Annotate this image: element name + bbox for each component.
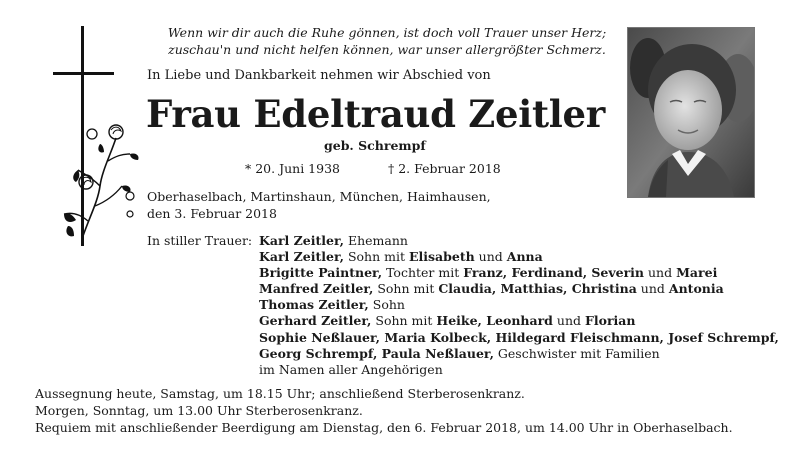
mourners-intro: In stiller Trauer:	[147, 233, 253, 248]
mourner-relation: Sohn	[368, 297, 405, 313]
mourner-relation: und	[474, 249, 507, 265]
mourner-name: Sophie Neßlauer, Maria Kolbeck, Hildegard Fleischmann, Josef Schrempf,	[259, 329, 779, 345]
mourner-line	[259, 233, 779, 249]
birth-name: geb. Schrempf	[324, 138, 426, 153]
mourner-name: Karl Zeitler,	[259, 249, 344, 265]
death-date: † 2. Februar 2018	[387, 161, 501, 176]
mourner-relation: Sohn mit	[343, 249, 409, 265]
mourner-name: Franz, Ferdinand, Severin	[463, 265, 645, 281]
places-line: Oberhaselbach, Martinshaun, München, Haimhausen,	[147, 189, 491, 204]
deceased-name: Frau Edeltraud Zeitler	[146, 92, 605, 136]
mourner-line	[259, 297, 779, 313]
mourner-relation: im Namen aller Angehörigen	[259, 361, 443, 377]
mourner-line	[259, 249, 779, 265]
verse	[152, 24, 622, 58]
mourner-line	[259, 313, 779, 329]
mourner-name: Brigitte Paintner,	[259, 265, 383, 281]
mourner-line	[259, 362, 779, 378]
mourner-relation: und	[644, 265, 677, 281]
mourner-name: Gerhard Zeitler,	[259, 313, 372, 329]
service-details	[35, 385, 733, 436]
portrait-image	[628, 28, 754, 197]
service-line: Requiem mit anschließender Beerdigung am Dienstag, den 6. Februar 2018, um 14.00 Uhr in Oberhaselbach.	[35, 420, 733, 435]
portrait-photo	[627, 27, 755, 198]
mourner-line	[259, 281, 779, 297]
mourner-name: Elisabeth	[408, 249, 475, 265]
mourner-name: Florian	[584, 313, 636, 329]
mourner-name: Antonia	[668, 281, 724, 297]
birth-date: * 20. Juni 1938	[245, 161, 340, 176]
mourner-relation: Tochter mit	[382, 265, 464, 281]
service-line: Aussegnung heute, Samstag, um 18.15 Uhr; anschließend Sterberosenkranz.	[35, 386, 525, 401]
mourner-relation: und	[552, 313, 585, 329]
mourner-line	[259, 330, 779, 346]
mourner-name: Heike, Leonhard	[436, 313, 553, 329]
mourner-name: Claudia, Matthias, Christina	[438, 281, 637, 297]
mourner-name: Thomas Zeitler,	[259, 297, 369, 313]
verse-line: Wenn wir dir auch die Ruhe gönnen, ist doch voll Trauer unser Herz;	[167, 25, 607, 40]
places-and-date	[147, 188, 527, 222]
mourner-relation: Sohn mit	[373, 281, 439, 297]
mourner-name: Anna	[506, 249, 543, 265]
mourner-relation: Ehemann	[343, 233, 408, 248]
farewell-line: In Liebe und Dankbarkeit nehmen wir Abschied von	[147, 68, 491, 83]
verse-line: zuschau'n und nicht helfen können, war unser allergrößter Schmerz.	[168, 42, 606, 57]
mourner-relation: Sohn mit	[371, 313, 437, 329]
mourner-line	[259, 265, 779, 281]
mourner-relation: und	[636, 281, 669, 297]
life-dates	[245, 161, 501, 176]
mourner-relation: Geschwister mit Familien	[493, 345, 660, 361]
notice-date: den 3. Februar 2018	[147, 206, 277, 221]
mourner-line	[259, 346, 779, 362]
mourner-name: Marei	[676, 265, 718, 281]
mourner-lines	[259, 233, 779, 378]
mourner-name: Georg Schrempf, Paula Neßlauer,	[259, 345, 494, 361]
mourner-name: Manfred Zeitler,	[259, 281, 374, 297]
cross-with-rose-icon	[50, 26, 140, 246]
service-line: Morgen, Sonntag, um 13.00 Uhr Sterberosenkranz.	[35, 403, 363, 418]
mourner-name: Karl Zeitler,	[259, 233, 344, 248]
